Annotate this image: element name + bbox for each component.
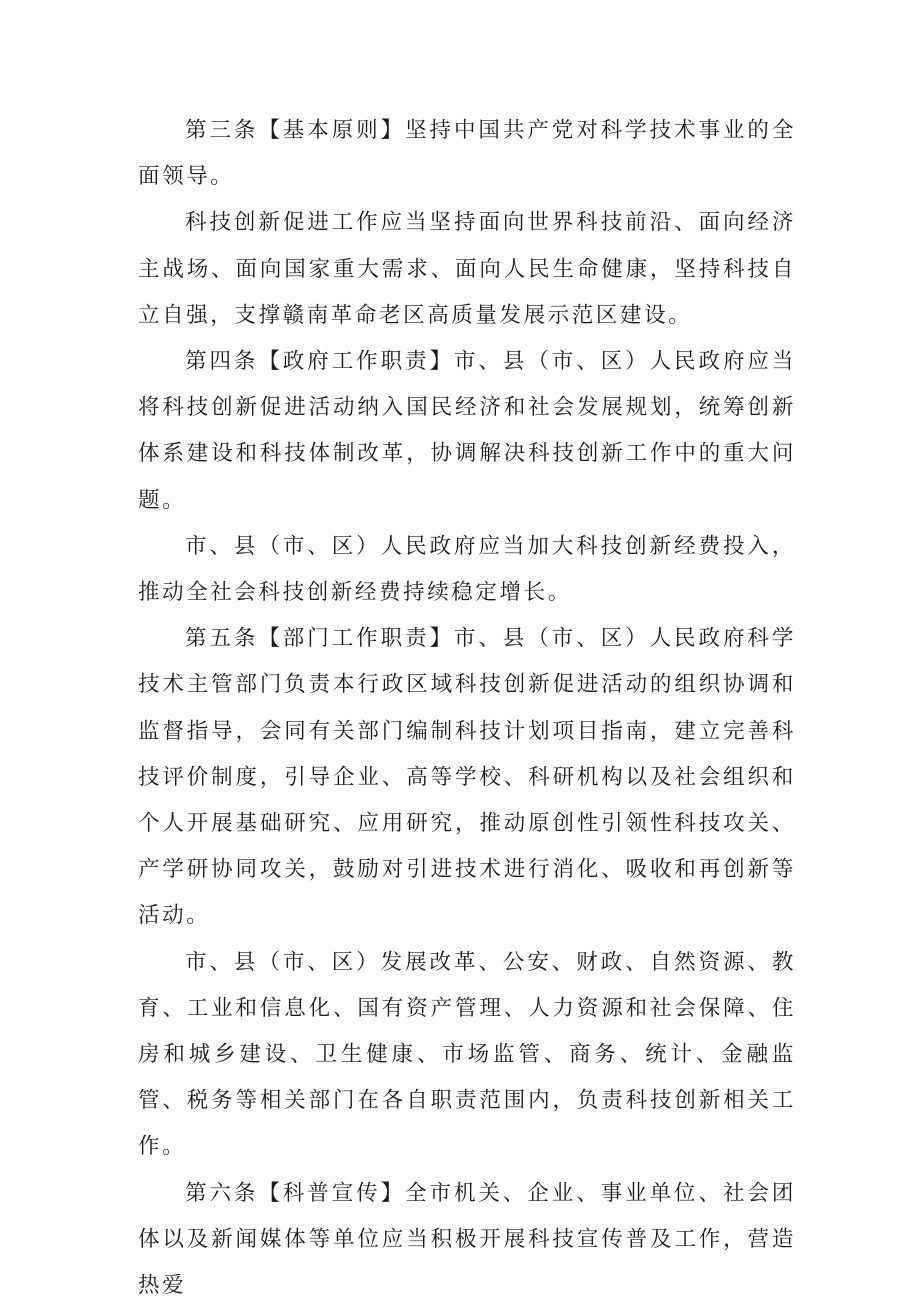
article-number: 第三条 [185, 118, 259, 143]
article-heading: 【基本原则】 [258, 118, 406, 143]
article-text: 市、县（市、区）人民政府科学技术主管部门负责本行政区域科技创新促进活动的组织协调和监督指导，会同有关部门编制科技计划项目指南，建立完善科技评价制度，引导企业、高等学校、科研机构以及社会组织和个人开展基础研究、应用研究，推动原创性引领性科技攻关、产学研协同攻关，鼓励对引进技术进行消化、吸收和再创新等活动。 [138, 626, 796, 929]
article-heading: 【政府工作职责】 [258, 349, 454, 375]
paragraph-text: 市、县（市、区）发展改革、公安、财政、自然资源、教育、工业和信息化、国有资产管理、人力资源和社会保障、住房和城乡建设、卫生健康、市场监管、商务、统计、金融监管、税务等相关部门在各自职责范围内，负责科技创新相关工作。 [138, 949, 796, 1160]
article-number: 第四条 [185, 349, 259, 375]
article-text: 全市机关、企业、事业单位、社会团体以及新闻媒体等单位应当积极开展科技宣传普及工作，营造热爱 [138, 1180, 796, 1299]
article-3-paragraph-2 [138, 200, 796, 339]
article-6-paragraph [138, 1171, 796, 1309]
article-number: 第六条 [185, 1180, 259, 1206]
article-5-paragraph [138, 616, 796, 939]
document-page [138, 108, 796, 1309]
article-text: 市、县（市、区）人民政府应当将科技创新促进活动纳入国民经济和社会发展规划，统筹创新体系建设和科技体制改革，协调解决科技创新工作中的重大问题。 [138, 349, 796, 513]
paragraph-text: 市、县（市、区）人民政府应当加大科技创新经费投入，推动全社会科技创新经费持续稳定增长。 [138, 533, 796, 606]
article-number: 第五条 [185, 626, 259, 652]
article-3-paragraph [138, 108, 796, 200]
article-5-paragraph-2 [138, 940, 796, 1171]
article-heading: 【科普宣传】 [258, 1180, 406, 1206]
article-text: 坚持中国共产党对科学技术事业的全面领导。 [138, 118, 796, 190]
article-4-paragraph [138, 339, 796, 524]
paragraph-text: 科技创新促进工作应当坚持面向世界科技前沿、面向经济主战场、面向国家重大需求、面向人民生命健康，坚持科技自立自强，支撑赣南革命老区高质量发展示范区建设。 [138, 210, 796, 328]
article-4-paragraph-2 [138, 524, 796, 616]
article-heading: 【部门工作职责】 [258, 626, 454, 652]
